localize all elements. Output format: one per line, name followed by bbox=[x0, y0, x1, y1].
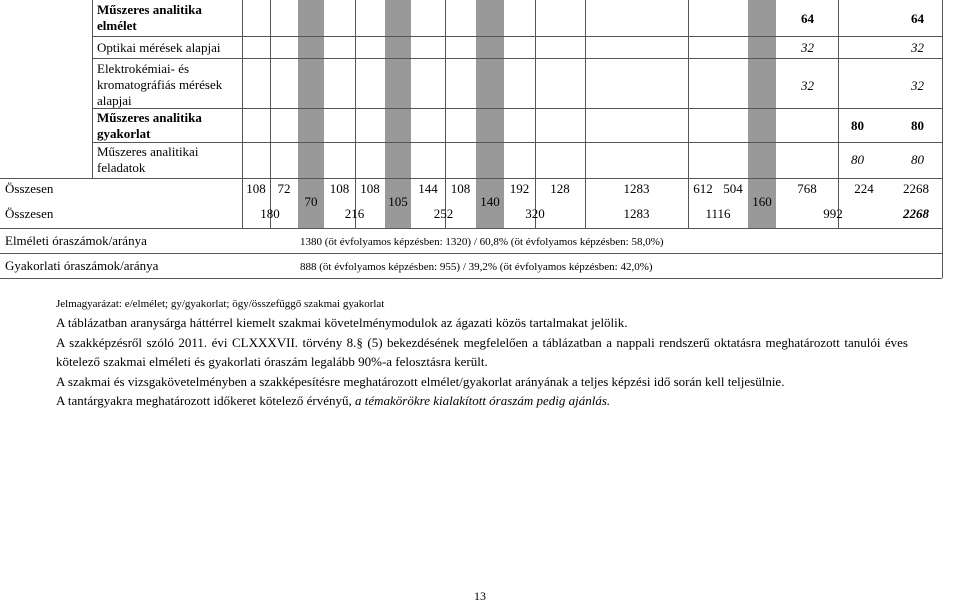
legend-note-part: A tantárgyakra meghatározott időkeret kötelező érvényű, bbox=[56, 393, 355, 408]
sum-value: 2268 bbox=[903, 181, 929, 196]
sum-label: Összesen bbox=[5, 206, 54, 221]
practice-hours-value: 888 (öt évfolyamos képzésben: 955) / 39,2% (öt évfolyamos képzésben: 42,0%) bbox=[300, 261, 653, 273]
legend-notes bbox=[56, 313, 908, 411]
grid-line bbox=[0, 228, 942, 229]
subject-name: Műszeres analitika bbox=[97, 2, 202, 17]
subject-hours: 32 bbox=[801, 78, 814, 93]
sum-value: 1116 bbox=[705, 206, 731, 221]
page-number: 13 bbox=[474, 589, 486, 603]
sum-value: 144 bbox=[418, 181, 438, 196]
grid-line bbox=[0, 278, 942, 279]
sum-label: Összesen bbox=[5, 181, 54, 196]
sum-value: 108 bbox=[246, 181, 266, 196]
legend-key: Jelmagyarázat: e/elmélet; gy/gyakorlat; ögy/összefüggő szakmai gyakorlat bbox=[56, 298, 385, 310]
sum-value: 612 bbox=[693, 181, 713, 196]
subject-hours: 64 bbox=[801, 11, 814, 26]
grid-line bbox=[92, 108, 942, 109]
legend-note: A szakmai és vizsgakövetelményben a szakképesítésre meghatározott elmélet/gyakorlat arányának a teljes képzési idő során kell teljesülnie. bbox=[56, 373, 785, 389]
sum-value-total: 2268 bbox=[903, 206, 929, 221]
sum-value: 108 bbox=[329, 181, 350, 196]
theory-hours-value: 1380 (öt évfolyamos képzésben: 1320) / 60,8% (öt évfolyamos képzésben: 58,0%) bbox=[300, 236, 664, 248]
subject-hours-total: 80 bbox=[911, 152, 924, 167]
subject-name: alapjai bbox=[97, 93, 132, 108]
grid-line bbox=[92, 0, 93, 178]
sum-value: 180 bbox=[260, 206, 280, 221]
sum-value: 108 bbox=[450, 181, 471, 196]
legend-note bbox=[56, 391, 908, 411]
sum-value: 992 bbox=[823, 206, 843, 221]
sum-value: 768 bbox=[797, 181, 817, 196]
grid-line bbox=[92, 142, 942, 143]
sum-value: 72 bbox=[277, 181, 291, 196]
sum-value: 105 bbox=[388, 194, 408, 209]
subject-name: feladatok bbox=[97, 160, 146, 175]
legend-note: A szakképzésről szóló 2011. évi CLXXXVII. törvény 8.§ (5) bekezdésének megfelelően a táblázatban a nappali rendszerű oktatásra meghatározott tanulói éves kötelező szakmai elméleti és gyakorlati óraszám legalább 90%-a felosztásra került. bbox=[56, 334, 908, 369]
subject-hours: 32 bbox=[801, 40, 814, 55]
grid-line bbox=[942, 0, 943, 278]
sum-value: 216 bbox=[344, 206, 365, 221]
sum-value: 252 bbox=[433, 206, 454, 221]
subject-name: Elektrokémiai- és bbox=[97, 61, 190, 76]
sum-value: 108 bbox=[360, 181, 380, 196]
sum-value: 70 bbox=[304, 194, 318, 209]
subject-name: Műszeres analitikai bbox=[97, 144, 199, 159]
subject-hours-total: 64 bbox=[911, 11, 924, 26]
subject-hours-total: 32 bbox=[911, 78, 924, 93]
grid-line bbox=[0, 178, 942, 179]
grid-line bbox=[92, 58, 942, 59]
subject-name: Optikai mérések alapjai bbox=[97, 40, 221, 55]
sum-value: 140 bbox=[480, 194, 500, 209]
subject-name: gyakorlat bbox=[97, 126, 151, 141]
sum-value: 1283 bbox=[623, 181, 650, 196]
sum-value: 192 bbox=[509, 181, 530, 196]
practice-hours-label: Gyakorlati óraszámok/aránya bbox=[5, 258, 159, 273]
sum-value: 128 bbox=[550, 181, 570, 196]
subject-hours-total: 80 bbox=[911, 118, 924, 133]
subject-name: Műszeres analitika bbox=[97, 110, 202, 125]
sum-value: 224 bbox=[854, 181, 874, 196]
theory-hours-label: Elméleti óraszámok/aránya bbox=[5, 233, 147, 248]
subject-hours: 80 bbox=[851, 152, 864, 167]
legend-note: A táblázatban aranysárga háttérrel kiemelt szakmai követelménymodulok az ágazati közös tartalmakat jelölik. bbox=[56, 315, 628, 330]
grid-line bbox=[92, 36, 942, 37]
sum-value: 160 bbox=[752, 194, 772, 209]
subject-hours: 80 bbox=[851, 118, 864, 133]
subject-hours-total: 32 bbox=[911, 40, 924, 55]
grid-line bbox=[0, 253, 942, 254]
sum-value: 320 bbox=[525, 206, 545, 221]
subject-name: kromatográfiás mérések bbox=[97, 77, 223, 92]
legend-note-italic: a témakörökre kialakított óraszám pedig ajánlás. bbox=[355, 393, 611, 408]
sum-value: 1283 bbox=[623, 206, 650, 221]
sum-value: 504 bbox=[723, 181, 743, 196]
subject-name: elmélet bbox=[97, 18, 137, 33]
